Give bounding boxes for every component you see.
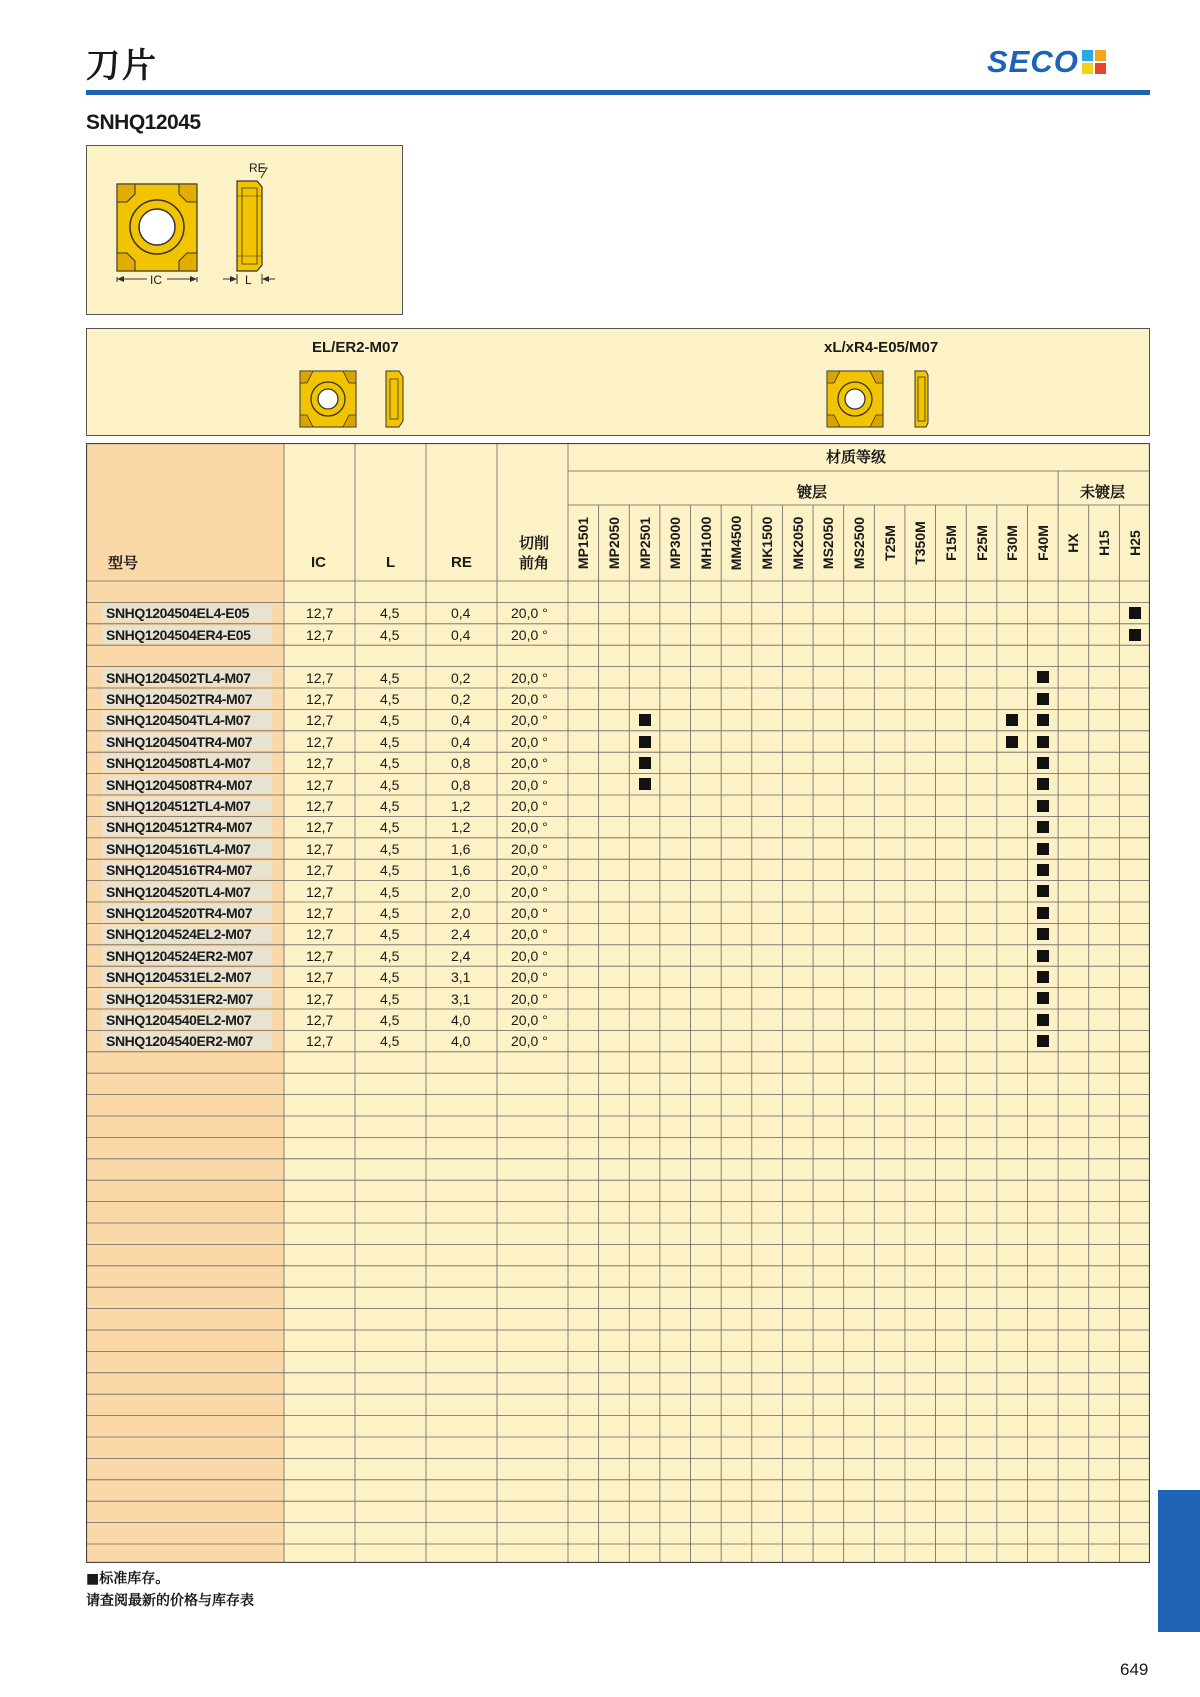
stock-mark-icon	[1037, 950, 1049, 962]
grade-label: MS2050	[820, 516, 837, 570]
grade-label: MH1000	[697, 516, 714, 570]
stock-mark-icon	[1037, 736, 1049, 748]
table-row-model: SNHQ1204508TL4-M07	[106, 755, 251, 772]
stock-mark-icon	[1037, 864, 1049, 876]
table-row-l: 4,5	[380, 947, 400, 964]
page-title: 刀片	[86, 46, 158, 86]
table-row-re: 1,2	[451, 819, 471, 836]
stock-mark-icon	[1037, 907, 1049, 919]
table-row-l: 4,5	[380, 990, 400, 1007]
product-code: SNHQ12045	[86, 111, 201, 134]
table-row-ic: 12,7	[306, 733, 334, 750]
table-row-model: SNHQ1204512TR4-M07	[106, 819, 253, 836]
table-row-l: 4,5	[380, 605, 400, 622]
table-row-l: 4,5	[380, 776, 400, 793]
grade-label: MP1501	[575, 516, 592, 570]
table-row-ic: 12,7	[306, 605, 334, 622]
table-row-ic: 12,7	[306, 883, 334, 900]
table-row-rake: 20,0 °	[511, 605, 548, 622]
table-row-l: 4,5	[380, 798, 400, 814]
table-row-model: SNHQ1204524ER2-M07	[106, 947, 253, 964]
stock-mark-icon	[1006, 714, 1018, 726]
stock-mark-icon	[1037, 778, 1049, 790]
stock-mark-icon	[639, 757, 651, 769]
stock-mark-icon	[1037, 1035, 1049, 1047]
l-label: L	[245, 273, 252, 287]
table-row-model: SNHQ1204524EL2-M07	[106, 926, 252, 943]
table-row-rake: 20,0 °	[511, 969, 548, 986]
stock-mark-icon	[1037, 928, 1049, 940]
grade-label: H25	[1126, 530, 1143, 556]
seco-logo	[987, 44, 1106, 80]
table-row-rake: 20,0 °	[511, 840, 548, 857]
stock-mark-icon	[1037, 671, 1049, 683]
table-row-l: 4,5	[380, 712, 400, 729]
table-row-model: SNHQ1204540EL2-M07	[106, 1012, 252, 1028]
stock-mark-icon	[639, 778, 651, 790]
table-row-re: 4,0	[451, 1033, 471, 1050]
footnote-stock: ■标准库存。	[86, 1571, 170, 1587]
table-row-model: SNHQ1204502TR4-M07	[106, 691, 253, 707]
grade-label: T25M	[881, 525, 898, 561]
stock-mark-icon	[1037, 1014, 1049, 1026]
grade-label: MP2501	[636, 516, 653, 570]
grade-label: MK2050	[789, 516, 806, 570]
table-row-ic: 12,7	[306, 947, 334, 964]
table-row-model: SNHQ1204504ER4-E05	[106, 626, 251, 643]
insert-ml-icon	[299, 369, 409, 431]
table-row-rake: 20,0 °	[511, 755, 548, 772]
table-row-ic: 12,7	[306, 1033, 334, 1050]
table-row-ic: 12,7	[306, 626, 334, 643]
table-row-rake: 20,0 °	[511, 733, 548, 750]
table-row-model: SNHQ1204531EL2-M07	[106, 969, 252, 986]
table-row-rake: 20,0 °	[511, 819, 548, 836]
logo-squares-icon	[1082, 50, 1106, 74]
table-row-l: 4,5	[380, 1033, 400, 1050]
table-row-l: 4,5	[380, 626, 400, 643]
table-row-re: 1,6	[451, 862, 471, 879]
table-row-model: SNHQ1204516TR4-M07	[106, 862, 253, 879]
grade-table	[86, 443, 1150, 1563]
grade-label: HX	[1065, 533, 1082, 553]
table-row-re: 4,0	[451, 1012, 471, 1028]
variant-title-1: EL/ER2-M07	[312, 339, 399, 356]
grade-label: T350M	[912, 521, 929, 565]
table-row-re: 0,8	[451, 755, 471, 772]
table-row-l: 4,5	[380, 733, 400, 750]
table-row-rake: 20,0 °	[511, 926, 548, 943]
stock-mark-icon	[1006, 736, 1018, 748]
table-row-ic: 12,7	[306, 819, 334, 836]
table-row-ic: 12,7	[306, 1012, 334, 1028]
table-row-re: 1,2	[451, 798, 471, 814]
ic-label: IC	[150, 273, 162, 287]
table-row-rake: 20,0 °	[511, 776, 548, 793]
table-row-ic: 12,7	[306, 798, 334, 814]
header-l: L	[386, 554, 396, 571]
table-row-l: 4,5	[380, 691, 400, 707]
grade-label: F25M	[973, 525, 990, 561]
table-row-model: SNHQ1204540ER2-M07	[106, 1033, 253, 1050]
table-row-ic: 12,7	[306, 840, 334, 857]
table-row-rake: 20,0 °	[511, 905, 548, 921]
stock-mark-icon	[1037, 992, 1049, 1004]
table-row-rake: 20,0 °	[511, 669, 548, 686]
page-number: 649	[1120, 1660, 1149, 1679]
table-row-ic: 12,7	[306, 669, 334, 686]
table-row-rake: 20,0 °	[511, 862, 548, 879]
header-ic: IC	[311, 554, 326, 571]
table-row-rake: 20,0 °	[511, 626, 548, 643]
table-row-l: 4,5	[380, 905, 400, 921]
table-row-rake: 20,0 °	[511, 947, 548, 964]
stock-mark-icon	[1037, 714, 1049, 726]
table-row-re: 3,1	[451, 969, 471, 986]
table-row-re: 0,8	[451, 776, 471, 793]
grade-label: MS2500	[851, 516, 867, 570]
table-row-re: 2,4	[451, 947, 471, 964]
stock-mark-icon	[639, 714, 651, 726]
table-row-re: 2,0	[451, 905, 471, 921]
table-row-model: SNHQ1204508TR4-M07	[106, 776, 253, 793]
table-row-model: SNHQ1204512TL4-M07	[106, 798, 251, 814]
header-rake-2: 前角	[519, 554, 550, 572]
table-row-l: 4,5	[380, 819, 400, 836]
variant-panel	[86, 328, 1150, 436]
table-row-re: 2,4	[451, 926, 471, 943]
stock-mark-icon	[1037, 757, 1049, 769]
table-row-l: 4,5	[380, 840, 400, 857]
header-uncoated: 未镀层	[1080, 483, 1126, 501]
stock-mark-icon	[1037, 800, 1049, 812]
table-row-ic: 12,7	[306, 755, 334, 772]
table-row-re: 0,2	[451, 691, 471, 707]
stock-mark-icon	[639, 736, 651, 748]
table-row-ic: 12,7	[306, 776, 334, 793]
table-row-model: SNHQ1204504EL4-E05	[106, 605, 249, 622]
table-row-rake: 20,0 °	[511, 1033, 548, 1050]
table-row-rake: 20,0 °	[511, 798, 548, 814]
table-row-l: 4,5	[380, 969, 400, 986]
grade-label: F40M	[1034, 525, 1051, 561]
table-row-re: 1,6	[451, 840, 471, 857]
stock-mark-icon	[1129, 629, 1141, 641]
table-row-ic: 12,7	[306, 691, 334, 707]
re-label: RE	[249, 161, 266, 175]
table-row-rake: 20,0 °	[511, 712, 548, 729]
header-model: 型号	[108, 554, 139, 572]
table-row-model: SNHQ1204502TL4-M07	[106, 669, 251, 686]
grade-label: MM4500	[728, 515, 745, 571]
table-row-model: SNHQ1204531ER2-M07	[106, 990, 253, 1007]
grade-label: MP3000	[667, 516, 684, 570]
table-row-re: 0,4	[451, 605, 471, 622]
table-row-l: 4,5	[380, 883, 400, 900]
table-row-l: 4,5	[380, 755, 400, 772]
grade-label: F30M	[1004, 525, 1021, 561]
table-row-rake: 20,0 °	[511, 1012, 548, 1028]
insert-diagram	[86, 145, 403, 315]
table-row-ic: 12,7	[306, 969, 334, 986]
table-row-re: 0,4	[451, 733, 471, 750]
header-rule	[86, 90, 1150, 95]
table-row-rake: 20,0 °	[511, 691, 548, 707]
table-row-model: SNHQ1204504TR4-M07	[106, 733, 253, 750]
table-row-re: 0,4	[451, 626, 471, 643]
table-row-l: 4,5	[380, 669, 400, 686]
stock-mark-icon	[1037, 885, 1049, 897]
grade-label: F15M	[942, 525, 959, 561]
table-row-ic: 12,7	[306, 712, 334, 729]
stock-mark-icon	[1037, 693, 1049, 705]
insert-drawing-icon	[87, 146, 402, 314]
header-rake-1: 切削	[519, 534, 550, 552]
table-row-re: 0,2	[451, 669, 471, 686]
table-row-re: 2,0	[451, 883, 471, 900]
stock-mark-icon	[1129, 607, 1141, 619]
table-row-model: SNHQ1204516TL4-M07	[106, 840, 251, 857]
logo-wordmark: SECO	[987, 44, 1079, 79]
header-re: RE	[451, 554, 472, 571]
insert-e05-icon	[826, 369, 936, 431]
footnote-price: 请查阅最新的价格与库存表	[86, 1593, 254, 1609]
stock-mark-icon	[1037, 821, 1049, 833]
table-row-ic: 12,7	[306, 990, 334, 1007]
table-row-rake: 20,0 °	[511, 990, 548, 1007]
table-row-model: SNHQ1204520TR4-M07	[106, 905, 253, 921]
table-row-model: SNHQ1204504TL4-M07	[106, 712, 251, 729]
variant-title-2: xL/xR4-E05/M07	[824, 339, 939, 356]
table-row-model: SNHQ1204520TL4-M07	[106, 883, 251, 900]
grade-label: MP2050	[605, 516, 622, 570]
grade-label: H15	[1096, 530, 1113, 556]
grade-label: MK1500	[759, 516, 776, 570]
section-tab	[1158, 1490, 1200, 1632]
table-row-l: 4,5	[380, 862, 400, 879]
table-row-ic: 12,7	[306, 905, 334, 921]
table-row-l: 4,5	[380, 926, 400, 943]
table-row-rake: 20,0 °	[511, 883, 548, 900]
table-row-ic: 12,7	[306, 926, 334, 943]
table-row-re: 3,1	[451, 990, 471, 1007]
table-row-re: 0,4	[451, 712, 471, 729]
stock-mark-icon	[1037, 843, 1049, 855]
header-grade: 材质等级	[826, 448, 887, 466]
header-coated: 镀层	[797, 483, 828, 501]
table-row-l: 4,5	[380, 1012, 400, 1028]
table-row-ic: 12,7	[306, 862, 334, 879]
stock-mark-icon	[1037, 971, 1049, 983]
